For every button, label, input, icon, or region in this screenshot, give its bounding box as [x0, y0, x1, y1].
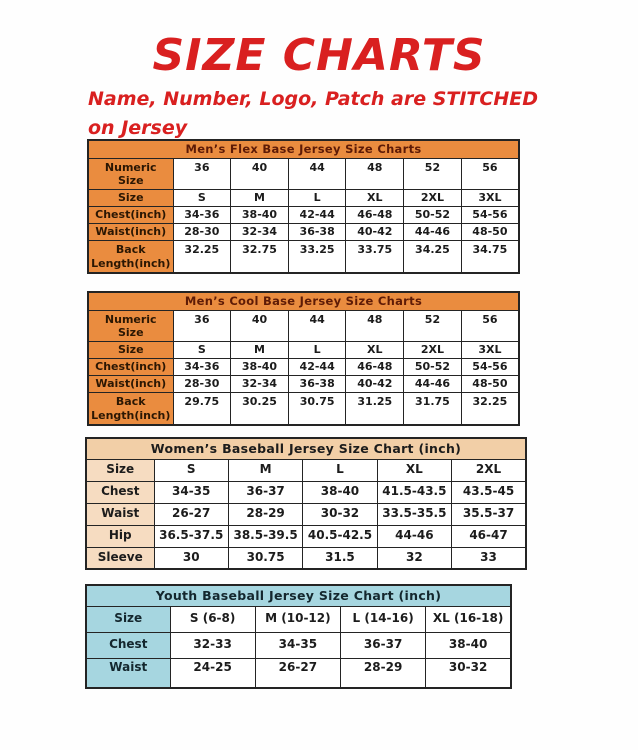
- value-cell: M: [228, 459, 302, 481]
- table-title: Men’s Flex Base Jersey Size Charts: [88, 140, 519, 158]
- value-cell: 31.75: [404, 393, 462, 425]
- value-cell: 33.5-35.5: [377, 503, 451, 525]
- value-cell: XL: [346, 342, 404, 359]
- value-cell: 34-36: [173, 359, 231, 376]
- value-cell: 34.25: [404, 241, 462, 273]
- womens-baseball-table: [85, 437, 527, 570]
- value-cell: 30.75: [228, 547, 302, 569]
- value-cell: 31.25: [346, 393, 404, 425]
- mens-cool-base-table: [87, 291, 520, 426]
- value-cell: XL: [377, 459, 451, 481]
- value-cell: 30.75: [288, 393, 346, 425]
- value-cell: 28-29: [341, 658, 426, 688]
- value-cell: 30: [154, 547, 228, 569]
- subtitle-line-2: on Jersey: [88, 116, 188, 139]
- subtitle: [88, 85, 538, 142]
- youth-baseball-size-chart: [85, 584, 512, 689]
- value-cell: 46-48: [346, 359, 404, 376]
- value-cell: 24-25: [170, 658, 255, 688]
- table-title: Youth Baseball Jersey Size Chart (inch): [86, 585, 511, 606]
- value-cell: 48: [346, 158, 404, 190]
- row-label: Chest: [86, 632, 170, 658]
- value-cell: 50-52: [404, 207, 462, 224]
- value-cell: 36-37: [341, 632, 426, 658]
- value-cell: 30-32: [303, 503, 377, 525]
- table-title: Women’s Baseball Jersey Size Chart (inch): [86, 438, 526, 459]
- value-cell: L (14-16): [341, 606, 426, 632]
- row-label: Chest(inch): [88, 359, 173, 376]
- table-row: [88, 342, 519, 359]
- value-cell: 48-50: [461, 376, 519, 393]
- value-cell: 38-40: [231, 207, 289, 224]
- page-title: SIZE CHARTS: [152, 30, 486, 81]
- table-row: [86, 525, 526, 547]
- value-cell: 32-33: [170, 632, 255, 658]
- table-row: [86, 547, 526, 569]
- row-label: Waist: [86, 658, 170, 688]
- row-label: Back Length(inch): [88, 241, 173, 273]
- value-cell: 42-44: [288, 207, 346, 224]
- value-cell: 43.5-45: [452, 481, 526, 503]
- value-cell: 33.75: [346, 241, 404, 273]
- value-cell: 46-48: [346, 207, 404, 224]
- value-cell: 26-27: [154, 503, 228, 525]
- row-label: Numeric Size: [88, 310, 173, 342]
- row-label: Size: [88, 342, 173, 359]
- value-cell: 38.5-39.5: [228, 525, 302, 547]
- value-cell: 26-27: [255, 658, 340, 688]
- value-cell: 44: [288, 310, 346, 342]
- value-cell: L: [303, 459, 377, 481]
- value-cell: 56: [461, 310, 519, 342]
- value-cell: 40.5-42.5: [303, 525, 377, 547]
- table-row: [88, 310, 519, 342]
- value-cell: 30.25: [231, 393, 289, 425]
- row-label: Waist: [86, 503, 154, 525]
- row-label: Waist(inch): [88, 224, 173, 241]
- value-cell: 41.5-43.5: [377, 481, 451, 503]
- value-cell: 48: [346, 310, 404, 342]
- value-cell: 32-34: [231, 376, 289, 393]
- table-title-row: [88, 292, 519, 310]
- table-row: [88, 224, 519, 241]
- value-cell: 54-56: [461, 207, 519, 224]
- row-label: Chest: [86, 481, 154, 503]
- row-label: Back Length(inch): [88, 393, 173, 425]
- value-cell: 36-37: [228, 481, 302, 503]
- value-cell: 32.75: [231, 241, 289, 273]
- value-cell: 3XL: [461, 190, 519, 207]
- table-row: [88, 376, 519, 393]
- mens-flex-base-size-chart: [87, 139, 520, 274]
- value-cell: 36-38: [288, 224, 346, 241]
- value-cell: 32.25: [173, 241, 231, 273]
- table-row: [88, 158, 519, 190]
- value-cell: 36.5-37.5: [154, 525, 228, 547]
- value-cell: 50-52: [404, 359, 462, 376]
- table-row: [86, 481, 526, 503]
- table-row: [86, 632, 511, 658]
- value-cell: S: [173, 342, 231, 359]
- row-label: Numeric Size: [88, 158, 173, 190]
- value-cell: S: [154, 459, 228, 481]
- value-cell: L: [288, 190, 346, 207]
- mens-cool-base-size-chart: [87, 291, 520, 426]
- value-cell: 52: [404, 310, 462, 342]
- value-cell: L: [288, 342, 346, 359]
- value-cell: 38-40: [426, 632, 511, 658]
- value-cell: XL (16-18): [426, 606, 511, 632]
- value-cell: 31.5: [303, 547, 377, 569]
- value-cell: M: [231, 342, 289, 359]
- table-row: [88, 359, 519, 376]
- row-label: Chest(inch): [88, 207, 173, 224]
- value-cell: 28-29: [228, 503, 302, 525]
- value-cell: 32.25: [461, 393, 519, 425]
- table-title-row: [86, 438, 526, 459]
- value-cell: 44-46: [377, 525, 451, 547]
- value-cell: 36-38: [288, 376, 346, 393]
- value-cell: 52: [404, 158, 462, 190]
- womens-baseball-size-chart: [85, 437, 527, 570]
- table-row: [86, 606, 511, 632]
- table-row: [88, 207, 519, 224]
- value-cell: 34-35: [154, 481, 228, 503]
- mens-flex-base-table: [87, 139, 520, 274]
- row-label: Size: [88, 190, 173, 207]
- value-cell: 36: [173, 310, 231, 342]
- table-row: [88, 241, 519, 273]
- value-cell: 40-42: [346, 224, 404, 241]
- row-label: Hip: [86, 525, 154, 547]
- value-cell: 29.75: [173, 393, 231, 425]
- value-cell: 32: [377, 547, 451, 569]
- value-cell: 35.5-37: [452, 503, 526, 525]
- value-cell: 28-30: [173, 224, 231, 241]
- youth-baseball-table: [85, 584, 512, 689]
- row-label: Waist(inch): [88, 376, 173, 393]
- table-title-row: [86, 585, 511, 606]
- table-row: [86, 503, 526, 525]
- value-cell: 2XL: [404, 342, 462, 359]
- value-cell: M: [231, 190, 289, 207]
- table-row: [86, 459, 526, 481]
- value-cell: 33: [452, 547, 526, 569]
- table-row: [88, 190, 519, 207]
- value-cell: 2XL: [452, 459, 526, 481]
- value-cell: 48-50: [461, 224, 519, 241]
- value-cell: 46-47: [452, 525, 526, 547]
- value-cell: 2XL: [404, 190, 462, 207]
- table-title: Men’s Cool Base Jersey Size Charts: [88, 292, 519, 310]
- table-row: [86, 658, 511, 688]
- table-title-row: [88, 140, 519, 158]
- value-cell: 38-40: [303, 481, 377, 503]
- value-cell: 42-44: [288, 359, 346, 376]
- subtitle-line-1: Name, Number, Logo, Patch are STITCHED: [88, 88, 538, 110]
- value-cell: XL: [346, 190, 404, 207]
- row-label: Size: [86, 606, 170, 632]
- value-cell: 44-46: [404, 224, 462, 241]
- value-cell: 34.75: [461, 241, 519, 273]
- value-cell: 33.25: [288, 241, 346, 273]
- value-cell: 44: [288, 158, 346, 190]
- value-cell: 34-36: [173, 207, 231, 224]
- row-label: Size: [86, 459, 154, 481]
- value-cell: M (10-12): [255, 606, 340, 632]
- value-cell: 34-35: [255, 632, 340, 658]
- value-cell: 44-46: [404, 376, 462, 393]
- value-cell: 56: [461, 158, 519, 190]
- value-cell: 54-56: [461, 359, 519, 376]
- value-cell: 28-30: [173, 376, 231, 393]
- value-cell: 3XL: [461, 342, 519, 359]
- table-row: [88, 393, 519, 425]
- value-cell: 40: [231, 158, 289, 190]
- row-label: Sleeve: [86, 547, 154, 569]
- value-cell: 40: [231, 310, 289, 342]
- value-cell: 32-34: [231, 224, 289, 241]
- value-cell: 30-32: [426, 658, 511, 688]
- value-cell: 38-40: [231, 359, 289, 376]
- value-cell: 40-42: [346, 376, 404, 393]
- value-cell: S: [173, 190, 231, 207]
- value-cell: 36: [173, 158, 231, 190]
- value-cell: S (6-8): [170, 606, 255, 632]
